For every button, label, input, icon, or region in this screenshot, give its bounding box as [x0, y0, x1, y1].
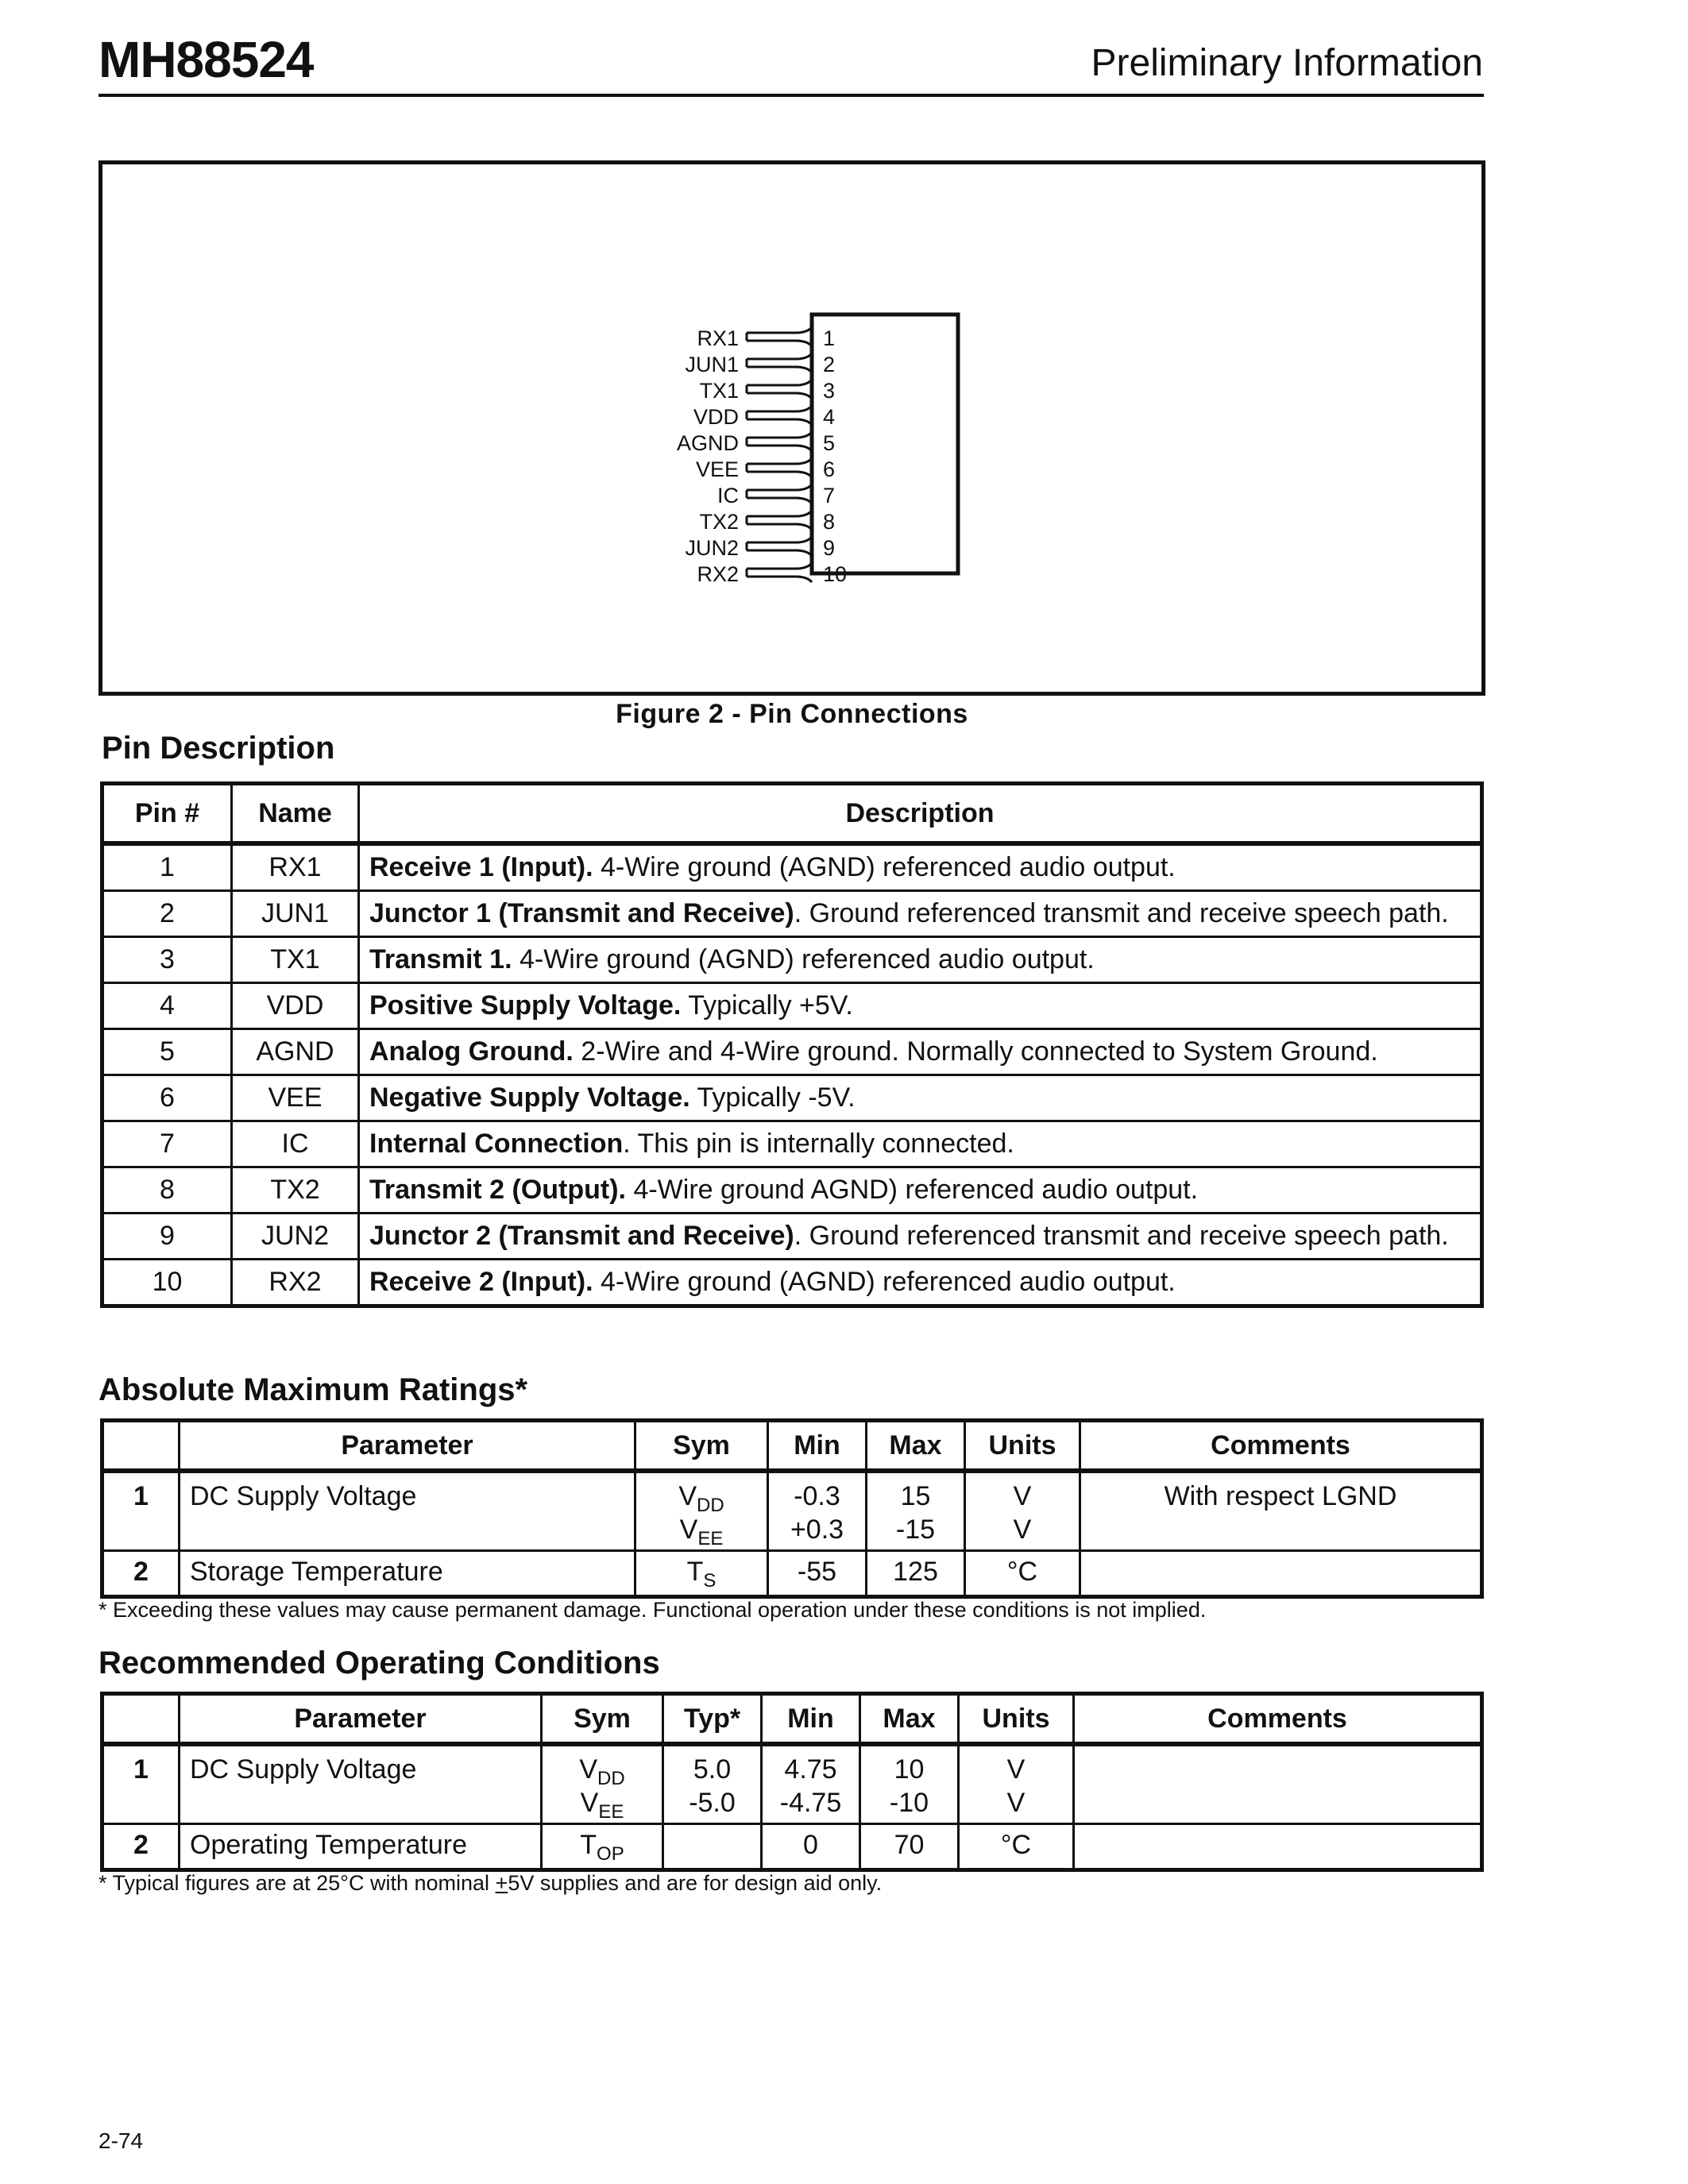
- table-row: [102, 1744, 1482, 1824]
- parameter-cell: Operating Temperature: [180, 1824, 542, 1870]
- header-rule: [98, 94, 1484, 97]
- header-pin: Pin #: [102, 784, 232, 844]
- pin-description-cell: [359, 983, 1482, 1029]
- rec-op-footnote: * Typical figures are at 25°C with nominal +5V supplies and are for design aid only.: [98, 1871, 883, 1895]
- pin-detail: . Ground referenced transmit and receive speech path.: [794, 1221, 1449, 1251]
- abs-max-table: [100, 1418, 1484, 1599]
- pin-lead: [747, 484, 812, 504]
- parameter-cell: DC Supply Voltage: [180, 1471, 635, 1551]
- pin-lead: [747, 432, 812, 451]
- pin-name-cell: IC: [232, 1121, 359, 1167]
- pin-detail: 4-Wire ground AGND) referenced audio output.: [626, 1175, 1199, 1205]
- pin-detail: . This pin is internally connected.: [623, 1129, 1014, 1159]
- pin-detail: Typically -5V.: [689, 1082, 856, 1113]
- typ-cell: 5.0 -5.0: [663, 1744, 762, 1824]
- pin-label: VEE: [695, 457, 739, 481]
- header-max: Max: [867, 1421, 965, 1472]
- pin-name-cell: RX1: [232, 843, 359, 891]
- pin-lead: [747, 458, 812, 477]
- pin-label: VDD: [693, 405, 739, 429]
- pin-name-cell: AGND: [232, 1029, 359, 1075]
- pin-description-cell: [359, 891, 1482, 937]
- pin-number-cell: 2: [102, 891, 232, 937]
- header-sym: Sym: [635, 1421, 768, 1472]
- pin-number-cell: 1: [102, 843, 232, 891]
- pin-description-table: [100, 781, 1484, 1308]
- pin-label: JUN2: [685, 536, 739, 560]
- sym-cell: $V_{DD}$ $V_{EE}$: [635, 1471, 768, 1551]
- pin-number-cell: 7: [102, 1121, 232, 1167]
- figure-caption: Figure 2 - Pin Connections: [616, 699, 968, 729]
- pin-description-cell: [359, 843, 1482, 891]
- table-row: [102, 1075, 1482, 1121]
- pin-detail: 4-Wire ground (AGND) referenced audio output.: [593, 852, 1176, 882]
- page-number: 2-74: [98, 2128, 144, 2153]
- pin-number-cell: 8: [102, 1167, 232, 1214]
- pin-number: 4: [823, 405, 836, 429]
- rec-op-table: [100, 1692, 1484, 1872]
- pin-function: Positive Supply Voltage.: [369, 990, 682, 1021]
- header-comments: Comments: [1080, 1421, 1482, 1472]
- pin-label: JUN1: [685, 353, 739, 376]
- pin-detail: . Ground referenced transmit and receive speech path.: [794, 898, 1449, 928]
- parameter-cell: Storage Temperature: [180, 1551, 635, 1597]
- pin-name-cell: RX2: [232, 1260, 359, 1306]
- pin-name-cell: JUN1: [232, 891, 359, 937]
- max-cell: 125: [867, 1551, 965, 1597]
- comments-cell: [1080, 1551, 1482, 1597]
- pin-number: 1: [823, 326, 836, 350]
- pin-number: 5: [823, 431, 836, 455]
- pin-lead: [747, 563, 812, 582]
- table-row: [102, 937, 1482, 983]
- pin-detail: 4-Wire ground (AGND) referenced audio output.: [512, 944, 1095, 974]
- header-units: Units: [965, 1421, 1080, 1472]
- pin-description-cell: [359, 1121, 1482, 1167]
- table-row: [102, 1824, 1482, 1870]
- table-row: [102, 983, 1482, 1029]
- pin-name-cell: VDD: [232, 983, 359, 1029]
- abs-max-title: Absolute Maximum Ratings*: [98, 1372, 528, 1407]
- table-row: [102, 891, 1482, 937]
- pin-lead: [747, 511, 812, 530]
- pin-description-cell: [359, 1214, 1482, 1260]
- header-parameter: Parameter: [180, 1421, 635, 1472]
- header-index: [102, 1694, 180, 1745]
- pin-number: 3: [823, 379, 836, 403]
- document-title: MH88524: [98, 31, 314, 88]
- header-min: Min: [768, 1421, 867, 1472]
- pin-function: Transmit 1.: [369, 944, 512, 974]
- pin-label: IC: [717, 484, 739, 507]
- sym-cell: $V_{DD}$ $V_{EE}$: [542, 1744, 663, 1824]
- pin-number: 6: [823, 457, 836, 481]
- pin-function: Transmit 2 (Output).: [369, 1175, 626, 1205]
- max-cell: 70: [860, 1824, 959, 1870]
- pin-number: 9: [823, 536, 836, 560]
- table-row: [102, 1471, 1482, 1551]
- row-number: 1: [102, 1744, 180, 1824]
- pin-connections-diagram: [620, 310, 1001, 596]
- pin-lead: [747, 380, 812, 399]
- pin-function: Junctor 1 (Transmit and Receive): [369, 898, 794, 928]
- pin-number: 2: [823, 353, 836, 376]
- min-cell: 0: [762, 1824, 860, 1870]
- pin-function: Receive 2 (Input).: [369, 1267, 593, 1297]
- pin-description-cell: [359, 1075, 1482, 1121]
- parameter-cell: DC Supply Voltage: [180, 1744, 542, 1824]
- pin-function: Negative Supply Voltage.: [369, 1082, 690, 1113]
- pin-lead: [747, 406, 812, 425]
- pin-number-cell: 6: [102, 1075, 232, 1121]
- pin-number-cell: 3: [102, 937, 232, 983]
- header-index: [102, 1421, 180, 1472]
- pin-detail: 2-Wire and 4-Wire ground. Normally connected to System Ground.: [573, 1036, 1378, 1067]
- comments-cell: [1074, 1824, 1482, 1870]
- pin-number: 8: [823, 510, 836, 534]
- units-cell: V V: [959, 1744, 1074, 1824]
- row-number: 2: [102, 1824, 180, 1870]
- pin-lead: [747, 327, 812, 346]
- table-row: [102, 843, 1482, 891]
- table-row: [102, 1214, 1482, 1260]
- table-row: [102, 1029, 1482, 1075]
- pin-label: TX1: [699, 379, 739, 403]
- header-description: Description: [359, 784, 1482, 844]
- pin-number-cell: 9: [102, 1214, 232, 1260]
- pin-name-cell: TX1: [232, 937, 359, 983]
- comments-cell: With respect LGND: [1080, 1471, 1482, 1551]
- pin-name-cell: VEE: [232, 1075, 359, 1121]
- pin-name-cell: TX2: [232, 1167, 359, 1214]
- abs-max-footnote: * Exceeding these values may cause permanent damage. Functional operation under these conditions is not implied.: [98, 1598, 1207, 1622]
- pin-lead: [747, 353, 812, 372]
- pin-number: 7: [823, 484, 836, 507]
- max-cell: 15 -15: [867, 1471, 965, 1551]
- header-max: Max: [860, 1694, 959, 1745]
- header-name: Name: [232, 784, 359, 844]
- pin-function: Analog Ground.: [369, 1036, 574, 1067]
- pin-detail: Typically +5V.: [681, 990, 853, 1021]
- table-row: [102, 1167, 1482, 1214]
- pin-label: RX2: [697, 562, 739, 586]
- pin-number-cell: 4: [102, 983, 232, 1029]
- pin-function: Receive 1 (Input).: [369, 852, 593, 882]
- pin-description-title: Pin Description: [102, 731, 335, 766]
- table-row: [102, 1260, 1482, 1306]
- pin-number-cell: 5: [102, 1029, 232, 1075]
- min-cell: 4.75 -4.75: [762, 1744, 860, 1824]
- pin-description-cell: [359, 1167, 1482, 1214]
- min-cell: -55: [768, 1551, 867, 1597]
- pin-name-cell: JUN2: [232, 1214, 359, 1260]
- typ-cell: [663, 1824, 762, 1870]
- table-row: [102, 1551, 1482, 1597]
- pin-description-cell: [359, 1260, 1482, 1306]
- sym-cell: $T_{OP}$: [542, 1824, 663, 1870]
- pin-description-cell: [359, 937, 1482, 983]
- row-number: 2: [102, 1551, 180, 1597]
- header-typ: Typ*: [663, 1694, 762, 1745]
- pin-function: Junctor 2 (Transmit and Receive): [369, 1221, 794, 1251]
- units-cell: V V: [965, 1471, 1080, 1551]
- pin-number: 10: [823, 562, 848, 586]
- pin-label: RX1: [697, 326, 739, 350]
- max-cell: 10 -10: [860, 1744, 959, 1824]
- header-comments: Comments: [1074, 1694, 1482, 1745]
- sym-cell: $T_S$: [635, 1551, 768, 1597]
- pin-function: Internal Connection: [369, 1129, 624, 1159]
- header-sym: Sym: [542, 1694, 663, 1745]
- document-status: Preliminary Information: [1091, 42, 1483, 84]
- pin-label: TX2: [699, 510, 739, 534]
- rec-op-title: Recommended Operating Conditions: [98, 1646, 660, 1680]
- pin-description-cell: [359, 1029, 1482, 1075]
- units-cell: °C: [959, 1824, 1074, 1870]
- min-cell: -0.3 +0.3: [768, 1471, 867, 1551]
- comments-cell: [1074, 1744, 1482, 1824]
- header-units: Units: [959, 1694, 1074, 1745]
- header-parameter: Parameter: [180, 1694, 542, 1745]
- pin-label: AGND: [676, 431, 739, 455]
- pin-lead: [747, 537, 812, 556]
- units-cell: °C: [965, 1551, 1080, 1597]
- table-row: [102, 1121, 1482, 1167]
- row-number: 1: [102, 1471, 180, 1551]
- pin-number-cell: 10: [102, 1260, 232, 1306]
- pin-detail: 4-Wire ground (AGND) referenced audio output.: [593, 1267, 1176, 1297]
- header-min: Min: [762, 1694, 860, 1745]
